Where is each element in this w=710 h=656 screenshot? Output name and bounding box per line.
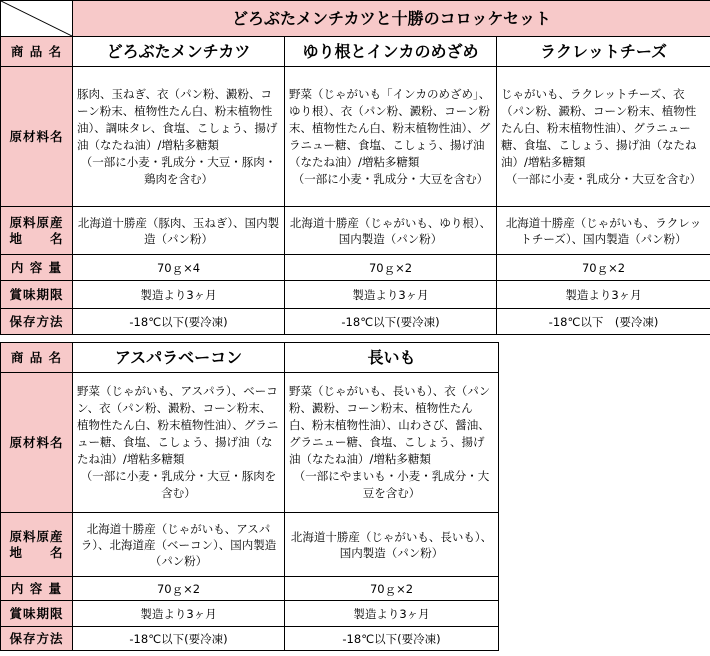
label-product-name: 商 品 名 (1, 343, 73, 373)
allergen-text: （一部に小麦・乳成分・大豆・豚肉を含む） (80, 469, 277, 500)
product-name: 長いも (285, 343, 499, 373)
ingredients-cell (285, 67, 497, 207)
expiry-cell: 製造より3ヶ月 (285, 601, 499, 627)
label-expiry: 賞味期限 (1, 281, 73, 309)
label-amount: 内 容 量 (1, 255, 73, 281)
expiry-cell: 製造より3ヶ月 (285, 281, 497, 309)
product-table-bottom (0, 342, 499, 651)
storage-cell: -18℃以下 (要冷凍) (497, 309, 710, 335)
amount-cell: 70ｇ×2 (497, 255, 710, 281)
expiry-cell: 製造より3ヶ月 (73, 601, 285, 627)
label-product-name: 商 品 名 (1, 37, 73, 67)
origin-cell: 北海道十勝産（じゃがいも、ラクレットチーズ）、国内製造（パン粉） (497, 207, 710, 255)
origin-cell: 北海道十勝産（じゃがいも、ゆり根）、国内製造（パン粉） (285, 207, 497, 255)
product-name: アスパラベーコン (73, 343, 285, 373)
ingredients-text: 野菜（じゃがいも、アスパラ）、ベーコン、衣（パン粉、澱粉、コーン粉末、植物性たん白、粉末植物性油）、グラニュー糖、食塩、こしょう、揚げ油（なたね油）/増粘多糖類 (77, 384, 279, 466)
amount-cell: 70ｇ×2 (285, 577, 499, 601)
origin-cell: 北海道十勝産（じゃがいも、アスパラ）、北海道産（ベーコン）、国内製造（パン粉） (73, 513, 285, 577)
amount-cell: 70ｇ×2 (285, 255, 497, 281)
allergen-text: （一部に小麦・乳成分・大豆を含む） (292, 171, 489, 186)
ingredients-cell (497, 67, 710, 207)
amount-cell: 70ｇ×4 (73, 255, 285, 281)
label-origin-line1: 原料原産 (9, 214, 64, 230)
ingredients-cell (73, 67, 285, 207)
label-ingredients: 原材料名 (1, 67, 73, 207)
allergen-text: （一部に小麦・乳成分・大豆・豚肉・鶏肉を含む） (80, 154, 277, 186)
label-expiry: 賞味期限 (1, 601, 73, 627)
ingredients-text: じゃがいも、ラクレットチーズ、衣（パン粉、澱粉、コーン粉末、植物性たん白、粉末植物性油）、グラニュー糖、食塩、こしょう、揚げ油（なたね油）/増粘多糖類 (501, 86, 697, 169)
origin-cell: 北海道十勝産（じゃがいも、長いも）、国内製造（パン粉） (285, 513, 499, 577)
label-ingredients: 原材料名 (1, 373, 73, 513)
label-amount: 内 容 量 (1, 577, 73, 601)
label-origin-line2: 地 名 (9, 230, 64, 246)
corner-cell (1, 1, 73, 37)
product-name: ゆり根とインカのめざめ (285, 37, 497, 67)
set-title: どろぶたメンチカツと十勝のコロッケセット (73, 1, 710, 37)
ingredients-text: 野菜（じゃがいも「インカのめざめ」、ゆり根）、衣（パン粉、澱粉、コーン粉末、植物性たん白、粉末植物性油）、グラニュー糖、食塩、こしょう、揚げ油（なたね油）/増粘多糖類 (289, 86, 491, 169)
label-origin (1, 513, 73, 577)
label-origin-line2: 地 名 (9, 544, 64, 560)
expiry-cell: 製造より3ヶ月 (73, 281, 285, 309)
label-origin-line1: 原料原産 (9, 528, 64, 544)
ingredients-text: 野菜（じゃがいも、長いも）、衣（パン粉、澱粉、コーン粉末、植物性たん白、粉末植物性油）、山わさび、醤油、グラニュー糖、食塩、こしょう、揚げ油（なたね油）/増粘多糖類 (289, 384, 491, 466)
label-storage: 保存方法 (1, 627, 73, 651)
storage-cell: -18℃以下(要冷凍) (73, 627, 285, 651)
storage-cell: -18℃以下(要冷凍) (285, 627, 499, 651)
expiry-cell: 製造より3ヶ月 (497, 281, 710, 309)
ingredients-cell (285, 373, 499, 513)
ingredients-text: 豚肉、玉ねぎ、衣（パン粉、澱粉、コーン粉末、植物性たん白、粉末植物性油）、調味タレ、食塩、こしょう、揚げ油（なたね油）/増粘多糖類 (77, 86, 278, 152)
diagonal-line (1, 1, 72, 36)
product-name: どろぶたメンチカツ (73, 37, 285, 67)
label-storage: 保存方法 (1, 309, 73, 335)
allergen-text: （一部に小麦・乳成分・大豆を含む） (505, 171, 702, 186)
amount-cell: 70ｇ×2 (73, 577, 285, 601)
storage-cell: -18℃以下(要冷凍) (285, 309, 497, 335)
storage-cell: -18℃以下(要冷凍) (73, 309, 285, 335)
product-name: ラクレットチーズ (497, 37, 710, 67)
ingredients-cell (73, 373, 285, 513)
allergen-text: （一部にやまいも・小麦・乳成分・大豆を含む） (293, 469, 490, 500)
origin-cell: 北海道十勝産（豚肉、玉ねぎ）、国内製造（パン粉） (73, 207, 285, 255)
label-origin (1, 207, 73, 255)
